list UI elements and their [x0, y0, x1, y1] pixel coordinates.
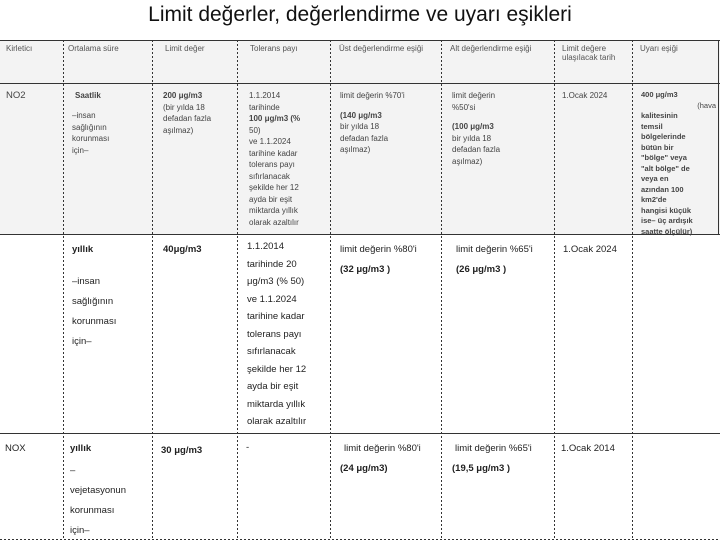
cell-period-note: – vejetasyonun korunması için–	[70, 465, 126, 536]
cell-target-date: 1.Ocak 2014	[561, 443, 615, 454]
table-top-border	[0, 40, 720, 41]
cell-target-date: 1.Ocak 2024	[562, 91, 608, 100]
header-alert-threshold: Uyarı eşiği	[640, 44, 678, 53]
cell-upper-threshold: limit değerin %80'i (24 μg/m3)	[340, 443, 421, 474]
cell-period-note: –insan sağlığının korunması için–	[72, 111, 110, 155]
cell-tolerance: 1.1.2014 tarihinde 20 μg/m3 (% 50) ve 1.1.2024 tarihine kadar tolerans payı sıfırlanacak şekilde her 12 ayda bir eşit miktarda yıllık olarak azaltılır	[247, 241, 307, 427]
cell-limit: 30 μg/m3	[161, 445, 203, 456]
page-title: Limit değerler, değerlendirme ve uyarı eşikleri	[148, 3, 572, 26]
header-period: Ortalama süre	[68, 44, 119, 53]
cell-limit: 200 μg/m3 (bir yılda 18 defadan fazla aşılmaz)	[163, 91, 212, 135]
limit-values-table	[0, 40, 720, 540]
cell-target-date: 1.Ocak 2024	[563, 244, 617, 255]
col-divider	[554, 40, 555, 540]
cell-period: yıllık	[70, 443, 92, 454]
cell-period-note: –insan sağlığının korunması için–	[72, 276, 117, 347]
col-divider	[152, 40, 153, 540]
right-border	[718, 40, 719, 234]
cell-tolerance: -	[246, 442, 250, 453]
cell-upper-threshold: limit değerin %70'i (140 μg/m3 bir yılda 18 defadan fazla aşılmaz)	[340, 91, 405, 154]
cell-pollutant: NOX	[5, 443, 26, 454]
cell-period: yıllık	[72, 244, 94, 255]
cell-tolerance: 1.1.2014 tarihinde 100 μg/m3 (% 50) ve 1.1.2024 tarihine kadar tolerans payı sıfırlanacak şekilde her 12 ayda bir eşit miktarda yıllık olarak azaltılır	[249, 91, 301, 227]
cell-pollutant: NO2	[6, 90, 26, 101]
cell-limit: 40μg/m3	[163, 244, 202, 255]
col-divider	[330, 40, 331, 540]
cell-lower-threshold: limit değerin %65'i (26 μg/m3 )	[456, 244, 533, 275]
col-divider	[63, 40, 64, 540]
cell-lower-threshold: limit değerin %65'i (19,5 μg/m3 )	[452, 443, 532, 474]
cell-period: Saatlik	[75, 91, 101, 100]
header-upper-threshold: Üst değerlendirme eşiği	[339, 44, 424, 53]
col-divider	[237, 40, 238, 540]
col-divider	[441, 40, 442, 540]
cell-upper-threshold: limit değerin %80'i (32 μg/m3 )	[340, 244, 417, 275]
header-tolerance: Tolerans payı	[250, 44, 298, 53]
cell-alert-threshold: 400 μg/m3 (hava kalitesinin temsil bölgelerinde bütün bir "bölge" veya "alt bölge" de veya en azından 100 km2'de hangisi küçük ise– üç ardışık saatte ölçülür)	[641, 90, 716, 236]
header-lower-threshold: Alt değerlendirme eşiği	[450, 44, 532, 53]
col-divider	[632, 40, 633, 540]
cell-lower-threshold: limit değerin %50'si (100 μg/m3 bir yılda 18 defadan fazla aşılmaz)	[452, 91, 501, 166]
header-limit: Limit değer	[165, 44, 205, 53]
header-pollutant: Kirleticı	[6, 44, 33, 53]
row-divider	[0, 234, 720, 235]
row-divider	[0, 433, 720, 434]
header-target-date: Limit değere ulaşılacak tarih	[562, 44, 616, 62]
header-divider	[0, 83, 720, 84]
